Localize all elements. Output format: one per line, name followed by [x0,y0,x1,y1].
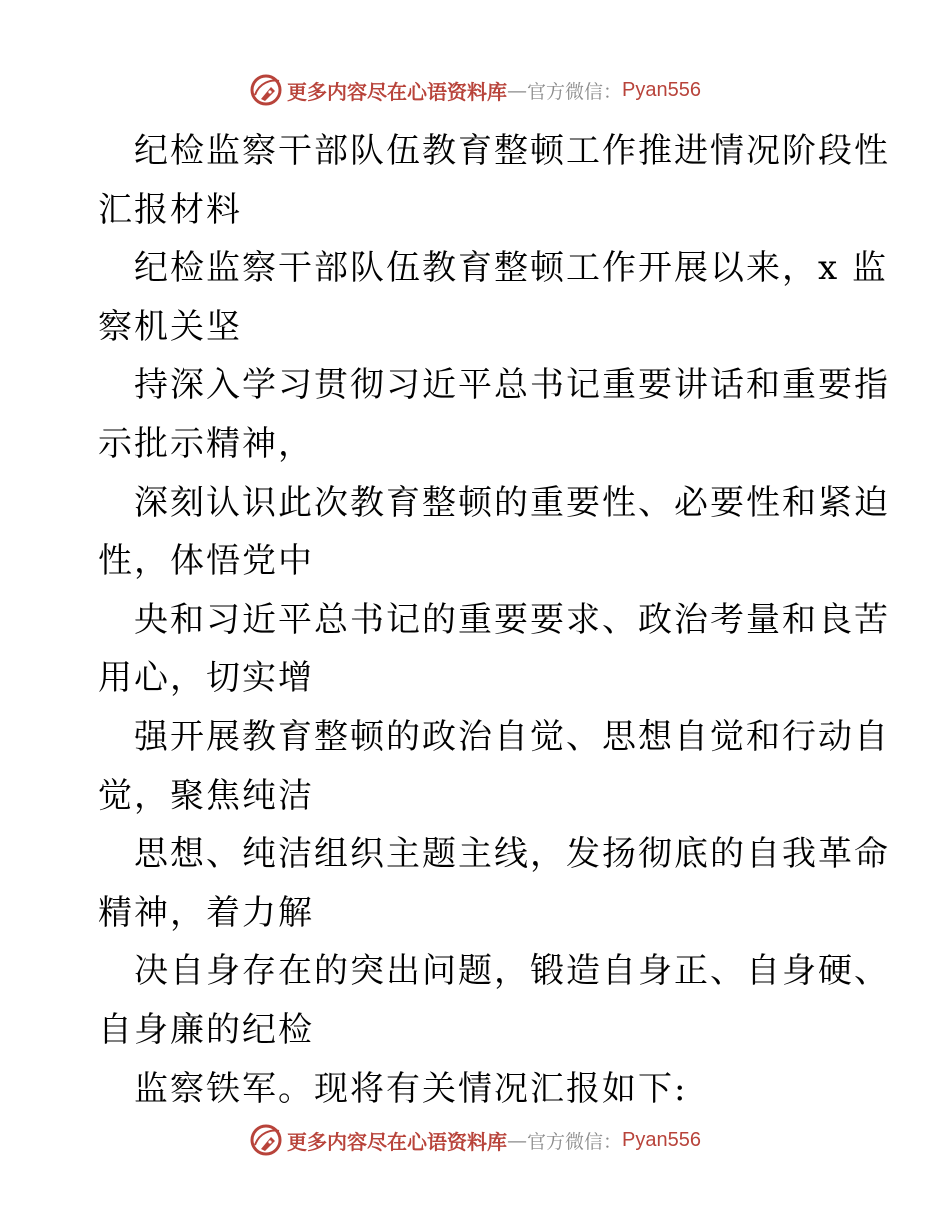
document-line: 深刻认识此次教育整顿的重要性、必要性和紧迫 [134,482,890,523]
banner-brand-text: 更多内容尽在心语资料库 [287,79,507,104]
header-banner [0,70,950,110]
pen-nib-logo-icon [249,73,283,107]
document-line: 用心，切实增 [98,658,314,699]
document-line: 强开展教育整顿的政治自觉、思想自觉和行动自 [134,716,890,757]
banner-wechat-id: Pyan556 [622,78,701,101]
banner-wechat-label: 官方微信： [527,80,623,103]
document-body [98,122,890,1118]
document-line: 性，体悟党中 [98,541,314,582]
banner-separator: — [507,1128,527,1152]
document-line: 决自身存在的突出问题，锻造自身正、自身硬、 [134,951,890,992]
document-line: 觉，聚焦纯洁 [98,775,314,816]
document-line: 思想、纯洁组织主题主线，发扬彻底的自我革命 [134,834,890,875]
document-line: 自身廉的纪检 [98,1009,314,1050]
banner-wechat-label: 官方微信： [527,1130,623,1153]
banner-brand-text: 更多内容尽在心语资料库 [287,1129,507,1154]
footer-banner [0,1120,950,1160]
document-line: 央和习近平总书记的重要要求、政治考量和良苦 [134,599,890,640]
document-line: 示批示精神， [98,423,314,464]
document-line: 察机关坚 [98,306,242,347]
document-line: 纪检监察干部队伍教育整顿工作开展以来，x 监 [134,248,888,289]
document-line: 汇报材料 [98,189,242,230]
banner-wechat-id: Pyan556 [622,1128,701,1151]
document-line: 精神，着力解 [98,892,314,933]
document-line: 纪检监察干部队伍教育整顿工作推进情况阶段性 [134,131,890,171]
document-line: 持深入学习贯彻习近平总书记重要讲话和重要指 [134,365,890,406]
banner-separator: — [507,78,527,102]
document-line: 监察铁军。现将有关情况汇报如下: [134,1068,688,1109]
pen-nib-logo-icon [249,1123,283,1157]
